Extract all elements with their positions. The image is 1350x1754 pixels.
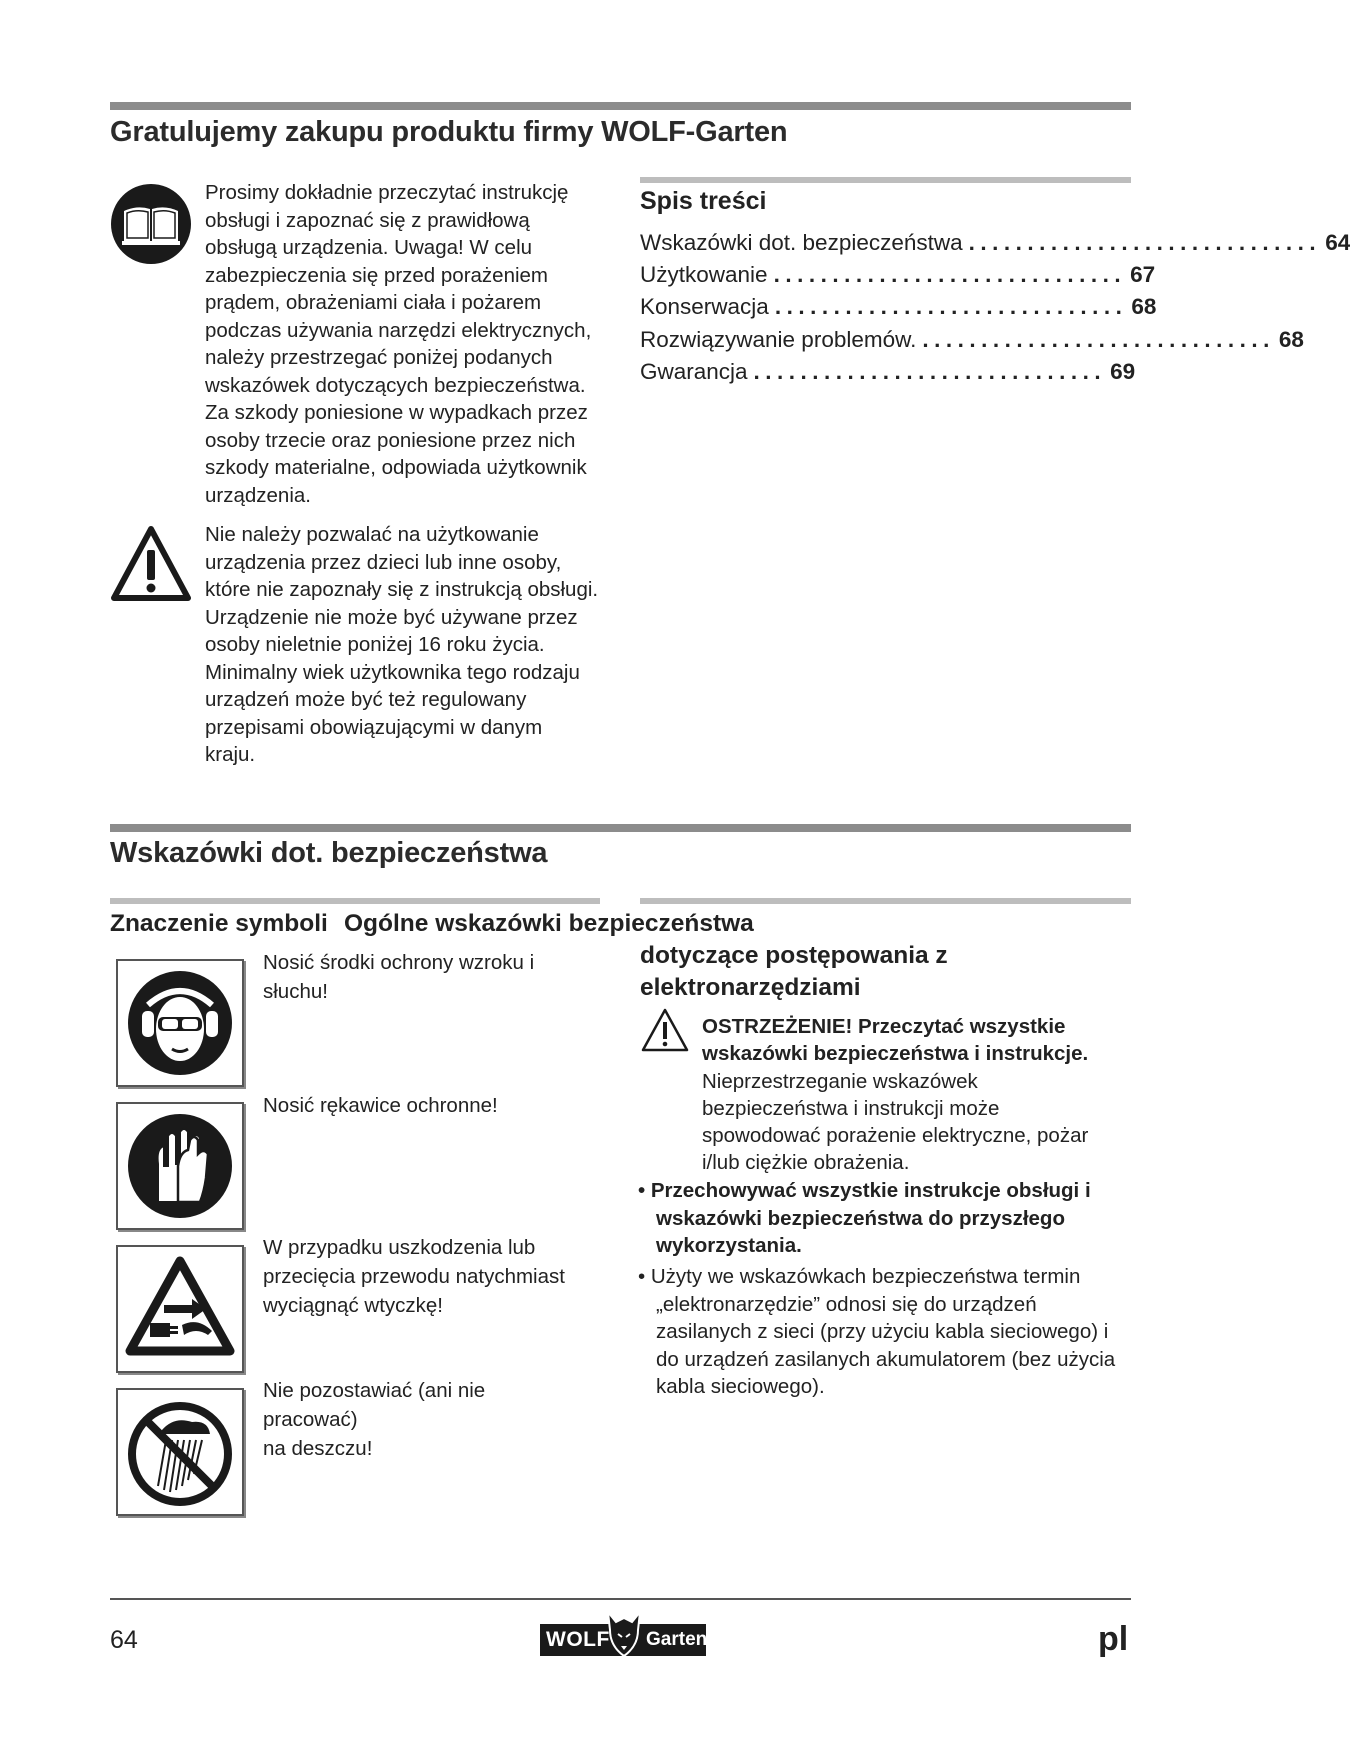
text-line: spowodować porażenie elektryczne, pożar [702,1124,1089,1147]
text-line: Nie należy pozwalać na użytkowanie [205,523,539,546]
text-line: przecięcia przewodu natychmiast [263,1265,565,1288]
toc-entry[interactable] [640,224,1350,256]
text-line: urządzeń może być też regulowany [205,688,527,711]
warning-heading [702,1013,1122,1067]
toc-entry-page: 64 [1325,230,1350,255]
general-subtitle-part3: elektronarzędziami [640,974,861,1001]
toc-entry-page: 69 [1110,359,1136,384]
text-line: W przypadku uszkodzenia lub [263,1236,536,1259]
protective-gloves-icon [116,1102,244,1230]
toc-leader-dots: .............................. [773,262,1127,287]
symbols-subtitle: Znaczenie symboli [110,910,328,937]
text-line: Prosimy dokładnie przeczytać instrukcję [205,181,569,204]
warning-triangle-icon [110,524,192,606]
general-rule [640,898,1131,904]
text-line: zabezpieczenia się przed porażeniem [205,263,549,287]
general-subtitle-part1: Ogólne wskazówki bezpieczeństwa [344,910,754,937]
toc-list [640,224,1350,394]
toc-leader-dots: .............................. [753,359,1107,384]
text-line: prądem, obrażeniami ciała i pożarem [205,291,542,314]
text-line: zasilanych z sieci (przy użyciu kabla sieciowego) i [656,1320,1109,1343]
text-line: • Użyty we wskazówkach bezpieczeństwa termin [638,1265,1081,1288]
wolf-garten-logo [540,1604,706,1658]
intro-paragraph-2 [205,521,615,769]
toc-entry-label: Konserwacja [640,294,769,319]
text-line: Minimalny wiek użytkownika tego rodzaju [205,660,580,684]
text-line: obsługi i zapoznać się z prawidłową [205,208,530,232]
unplug-warning-icon [116,1245,244,1373]
toc-entry[interactable] [640,321,1304,353]
intro-title: Gratulujemy zakupu produktu firmy WOLF-Garten [110,116,788,148]
text-line: Urządzenie nie może być używane przez [205,605,578,629]
intro-title-rule [110,102,1131,110]
toc-entry-label: Gwarancja [640,359,748,384]
text-line: kraju. [205,743,256,766]
toc-entry-page: 67 [1130,262,1156,287]
toc-leader-dots: .............................. [968,230,1322,255]
text-line: podczas używania narzędzi elektrycznych, [205,318,592,342]
toc-entry-page: 68 [1278,327,1304,352]
eye-ear-protection-icon [116,959,244,1087]
symbol-4-text [263,1376,583,1463]
bullet-power-tool-definition [638,1263,1138,1401]
toc-entry-label: Użytkowanie [640,262,768,287]
toc-entry-label: Rozwiązywanie problemów. [640,327,917,352]
symbol-1-text [263,948,583,1006]
toc-title: Spis treści [640,187,767,215]
toc-entry-label: Wskazówki dot. bezpieczeństwa [640,230,963,255]
text-line: wskazówki bezpieczeństwa do przyszłego [656,1206,1065,1230]
toc-leader-dots: .............................. [774,294,1128,319]
text-line: przepisami obowiązującymi w danym [205,715,543,739]
toc-rule [640,177,1131,183]
text-line: osoby nieletnie poniżej 16 roku życia. [205,633,545,656]
language-code: pl [1098,1620,1129,1658]
logo-left-text: WOLF [546,1628,610,1651]
text-line: bezpieczeństwa i instrukcji może [702,1097,1000,1120]
toc-leader-dots: .............................. [922,327,1275,352]
toc-entry[interactable] [640,256,1156,288]
text-line: szkody materialne, odpowiada użytkownik [205,456,587,479]
no-rain-icon [116,1388,244,1516]
text-line: Za szkody poniesione w wypadkach przez [205,401,588,424]
page-number: 64 [110,1626,138,1654]
text-line: kabla sieciowego). [656,1375,825,1398]
text-line: i/lub ciężkie obrażenia. [702,1151,910,1174]
warning-small-icon [640,1007,690,1053]
book-icon [110,183,192,265]
text-line: obsługą urządzenia. Uwaga! W celu [205,236,533,259]
text-line: OSTRZEŻENIE! Przeczytać wszystkie [702,1015,1066,1038]
text-line: urządzenia. [205,483,311,507]
text-line: wyciągnąć wtyczkę! [263,1294,444,1317]
text-line: do urządzeń zasilanych akumulatorem (bez użycia [656,1347,1116,1371]
text-line: na deszczu! [263,1437,373,1460]
intro-paragraph-1 [205,179,605,509]
symbol-3-text [263,1233,583,1320]
text-line: „elektronarzędzie” odnosi się do urządzeń [656,1292,1037,1316]
wolf-head-icon [604,1604,644,1658]
safety-title: Wskazówki dot. bezpieczeństwa [110,837,548,869]
symbols-rule [110,898,600,904]
text-line: Nosić środki ochrony wzroku i [263,951,535,974]
text-line: należy przestrzegać poniżej podanych [205,346,553,369]
text-line: Nie pozostawiać (ani nie pracować) [263,1379,486,1431]
toc-entry[interactable] [640,353,1136,385]
text-line: • Przechowywać wszystkie instrukcje obsługi i [638,1179,1091,1202]
footer-rule [110,1598,1131,1600]
text-line: wykorzystania. [656,1234,802,1257]
toc-entry[interactable] [640,288,1157,320]
text-line: Nieprzestrzeganie wskazówek [702,1070,978,1093]
toc-entry-page: 68 [1131,294,1157,319]
safety-title-rule [110,824,1131,832]
logo-right-text: Garten [646,1629,708,1650]
text-line: osoby trzecie oraz poniesione przez nich [205,428,576,452]
text-line: Nosić rękawice ochronne! [263,1094,498,1117]
warning-body [702,1068,1132,1176]
text-line: które nie zapoznały się z instrukcją obsługi. [205,578,599,601]
bullet-keep-instructions [638,1177,1128,1260]
text-line: urządzenia przez dzieci lub inne osoby, [205,550,562,574]
symbol-2-text [263,1091,583,1120]
text-line: słuchu! [263,980,328,1003]
text-line: wskazówki bezpieczeństwa i instrukcje. [702,1042,1089,1065]
general-subtitle-part2: dotyczące postępowania z [640,942,948,969]
text-line: wskazówek dotyczących bezpieczeństwa. [205,373,586,397]
